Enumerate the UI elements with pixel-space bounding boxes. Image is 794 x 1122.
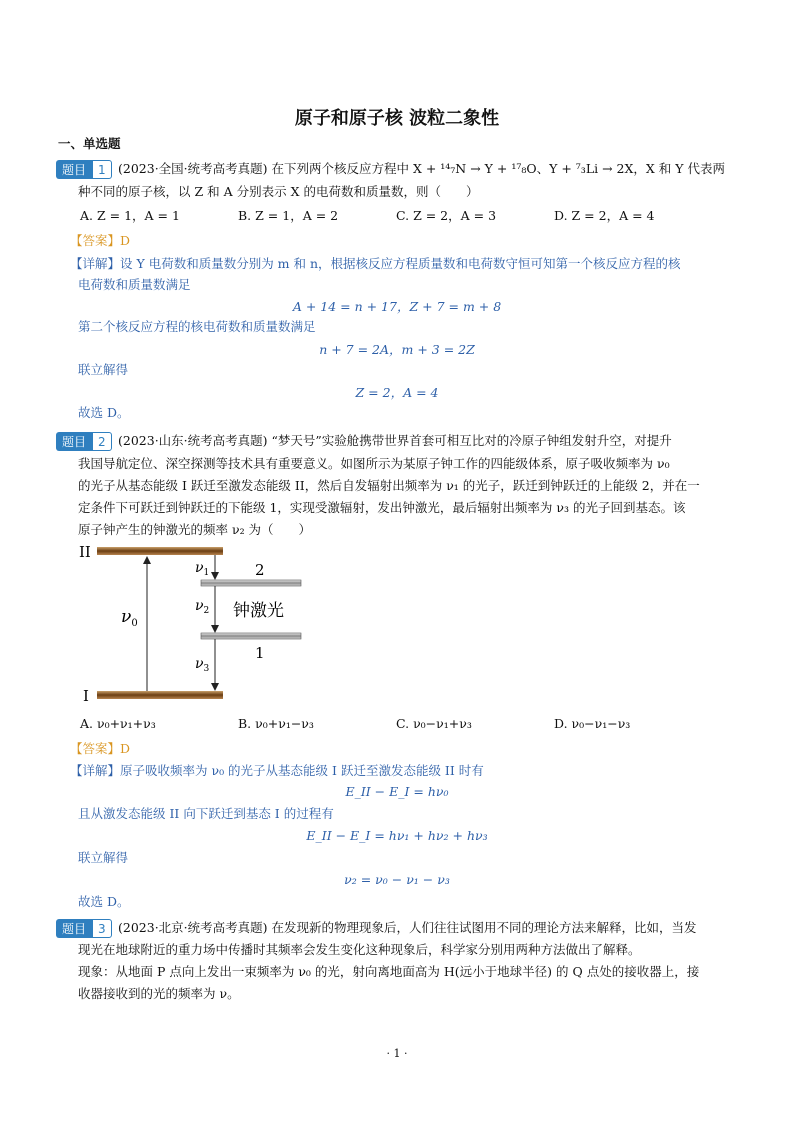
q2-stem-line: 定条件下可跃迁到钟跃迁的下能级 1，实现受激辐射，发出钟激光，最后辐射出频率为 ν₃ 的光子回到基态。该: [78, 500, 686, 515]
q1-equation: Z = 2，A = 4: [355, 385, 439, 400]
badge-number: 3: [92, 919, 112, 938]
q3-stem-line: 现象：从地面 P 点向上发出一束频率为 ν₀ 的光，射向离地面高为 H(远小于地球半径) 的 Q 点处的接收器上，接: [78, 964, 700, 979]
q1-detail-line: 电荷数和质量数满足: [78, 277, 191, 292]
nu3-label: $\nu_3$: [195, 656, 210, 674]
q2-detail-line: 故选 D。: [78, 894, 130, 909]
q1-option-c[interactable]: C. Z = 2，A = 3: [396, 208, 497, 223]
question-badge-2: [56, 432, 112, 451]
question-badge-1: [56, 160, 112, 179]
q2-equation: E_II − E_I = hν₀: [345, 784, 449, 799]
level-i-label: I: [83, 687, 89, 705]
badge-label: 题目: [56, 432, 92, 451]
q3-stem-line: 收器接收到的光的频率为 ν。: [78, 986, 240, 1001]
section-heading: 一、单选题: [58, 136, 121, 151]
laser-label: 钟激光: [233, 601, 284, 621]
badge-number: 2: [92, 432, 112, 451]
level-1-bar: [201, 633, 301, 639]
q2-detail-line: 【详解】原子吸收频率为 ν₀ 的光子从基态能级 I 跃迁至激发态能级 II 时有: [70, 763, 484, 778]
q2-detail-line: 且从激发态能级 II 向下跃迁到基态 I 的过程有: [78, 806, 334, 821]
q1-option-b[interactable]: B. Z = 1，A = 2: [238, 208, 339, 223]
nu2-label: $\nu_2$: [195, 598, 210, 616]
q2-option-c[interactable]: C. ν₀−ν₁+ν₃: [396, 716, 472, 731]
level-2-bar: [201, 580, 301, 586]
q1-equation: n + 7 = 2A，m + 3 = 2Z: [319, 342, 475, 357]
nu1-label: $\nu_1$: [195, 560, 210, 578]
level-i-bar: [97, 691, 223, 699]
question-badge-3: [56, 919, 112, 938]
level-1-label: 1: [255, 644, 265, 662]
q2-answer: 【答案】D: [70, 741, 131, 756]
nu0-label: $\nu_0$: [121, 607, 138, 629]
q2-stem-line: 我国导航定位、深空探测等技术具有重要意义。如图所示为某原子钟工作的四能级体系，原子吸收频率为 ν₀: [78, 456, 670, 471]
q3-stem-line: 现光在地球附近的重力场中传播时其频率会发生变化这种现象后，科学家分别用两种方法做出了解释。: [78, 942, 641, 957]
q1-stem-line: 种不同的原子核，以 Z 和 A 分别表示 X 的电荷数和质量数，则（ ）: [78, 184, 479, 199]
q1-detail-line: 联立解得: [78, 362, 129, 377]
q1-option-d[interactable]: D. Z = 2，A = 4: [554, 208, 655, 223]
badge-number: 1: [92, 160, 112, 179]
level-ii-bar: [97, 547, 223, 555]
q3-stem-line: (2023·北京·统考高考真题) 在发现新的物理现象后，人们往往试图用不同的理论方法来解释，比如，当发: [118, 920, 697, 935]
level-2-label: 2: [255, 561, 265, 579]
q2-option-a[interactable]: A. ν₀+ν₁+ν₃: [80, 716, 156, 731]
q1-answer: 【答案】D: [70, 233, 131, 248]
q2-detail-line: 联立解得: [78, 850, 129, 865]
badge-label: 题目: [56, 919, 92, 938]
energy-level-diagram: [75, 540, 315, 710]
q2-option-d[interactable]: D. ν₀−ν₁−ν₃: [554, 716, 631, 731]
q2-equation: ν₂ = ν₀ − ν₁ − ν₃: [344, 872, 450, 887]
q2-option-b[interactable]: B. ν₀+ν₁−ν₃: [238, 716, 314, 731]
q2-stem-line: (2023·山东·统考高考真题) “梦天号”实验舱携带世界首套可相互比对的冷原子钟组发射升空，对提升: [118, 433, 672, 448]
level-ii-label: II: [79, 543, 91, 561]
q1-detail-line: 故选 D。: [78, 405, 130, 420]
q2-stem-line: 的光子从基态能级 I 跃迁至激发态能级 II，然后自发辐射出频率为 ν₁ 的光子，跃迁到钟跃迁的上能级 2，并在一: [78, 478, 700, 493]
badge-label: 题目: [56, 160, 92, 179]
page-title: 原子和原子核 波粒二象性: [294, 108, 500, 129]
q1-detail-line: 第二个核反应方程的核电荷数和质量数满足: [78, 319, 316, 334]
q1-detail-line: 【详解】设 Y 电荷数和质量数分别为 m 和 n，根据核反应方程质量数和电荷数守恒可知第一个核反应方程的核: [70, 256, 681, 271]
page-number: · 1 ·: [386, 1047, 408, 1060]
q1-stem-line: (2023·全国·统考高考真题) 在下列两个核反应方程中 X + ¹⁴₇N → Y + ¹⁷₈O、Y + ⁷₃Li → 2X，X 和 Y 代表两: [118, 161, 725, 176]
q1-equation: A + 14 = n + 17，Z + 7 = m + 8: [292, 299, 502, 314]
q2-stem-line: 原子钟产生的钟激光的频率 ν₂ 为（ ）: [78, 522, 312, 537]
q2-equation: E_II − E_I = hν₁ + hν₂ + hν₃: [306, 828, 488, 843]
q1-option-a[interactable]: A. Z = 1，A = 1: [80, 208, 180, 223]
